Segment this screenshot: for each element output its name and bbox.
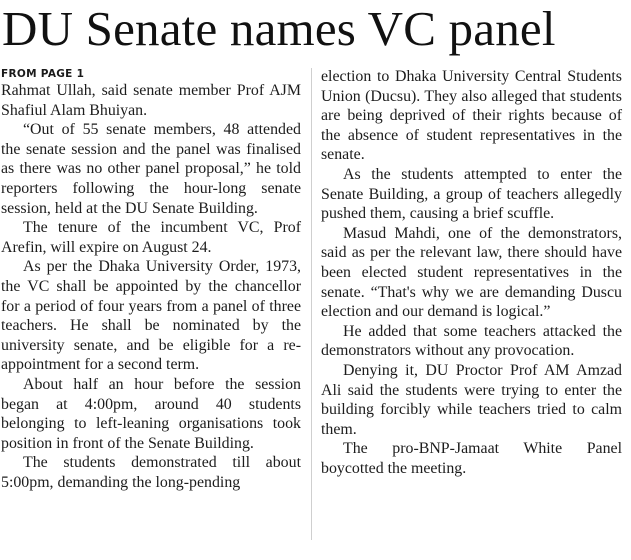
paragraph: Masud Mahdi, one of the demonstrators, said as per the relevant law, there should have been elected student representatives in the senate. “That's why we are demanding Duscu election and our demand is logical.” [321, 224, 622, 321]
paragraph: As per the Dhaka University Order, 1973, the VC shall be appointed by the chancellor for a period of four years from a panel of three teachers. He shall be nominated by the university senate, and be eligible for a re-appointment for a second term. [1, 258, 301, 374]
paragraph: As the students attempted to enter the Senate Building, a group of teachers allegedly pushed them, causing a brief scuffle. [321, 165, 622, 223]
paragraph: The pro-BNP-Jamaat White Panel boycotted the meeting. [321, 440, 622, 477]
paragraph: election to Dhaka University Central Students Union (Ducsu). They also alleged that students are being deprived of their rights because of the absence of student representatives in the senate. [321, 68, 622, 164]
paragraph: “Out of 55 senate members, 48 attended the senate session and the panel was finalised as there was no other panel proposal,” he told reporters following the hour-long senate session, held at the DU Senate Building. [1, 121, 301, 217]
paragraph: About half an hour before the session began at 4:00pm, around 40 students belonging to left-leaning organisations took position in front of the Senate Building. [1, 375, 301, 452]
left-column [1, 66, 301, 492]
right-column [321, 67, 622, 478]
headline: DU Senate names VC panel [2, 1, 556, 56]
jump-kicker: FROM PAGE 1 [1, 68, 85, 80]
paragraph: He added that some teachers attacked the demonstrators without any provocation. [321, 322, 622, 360]
column-divider [311, 68, 312, 540]
paragraph: The tenure of the incumbent VC, Prof Arefin, will expire on August 24. [1, 219, 301, 256]
paragraph: Denying it, DU Proctor Prof AM Amzad Ali said the students were trying to enter the building forcibly while teachers tried to calm them. [321, 361, 622, 438]
paragraph: Rahmat Ullah, said senate member Prof AJM Shafiul Alam Bhuiyan. [1, 82, 301, 119]
paragraph: The students demonstrated till about 5:00pm, demanding the long-pending [1, 454, 301, 491]
